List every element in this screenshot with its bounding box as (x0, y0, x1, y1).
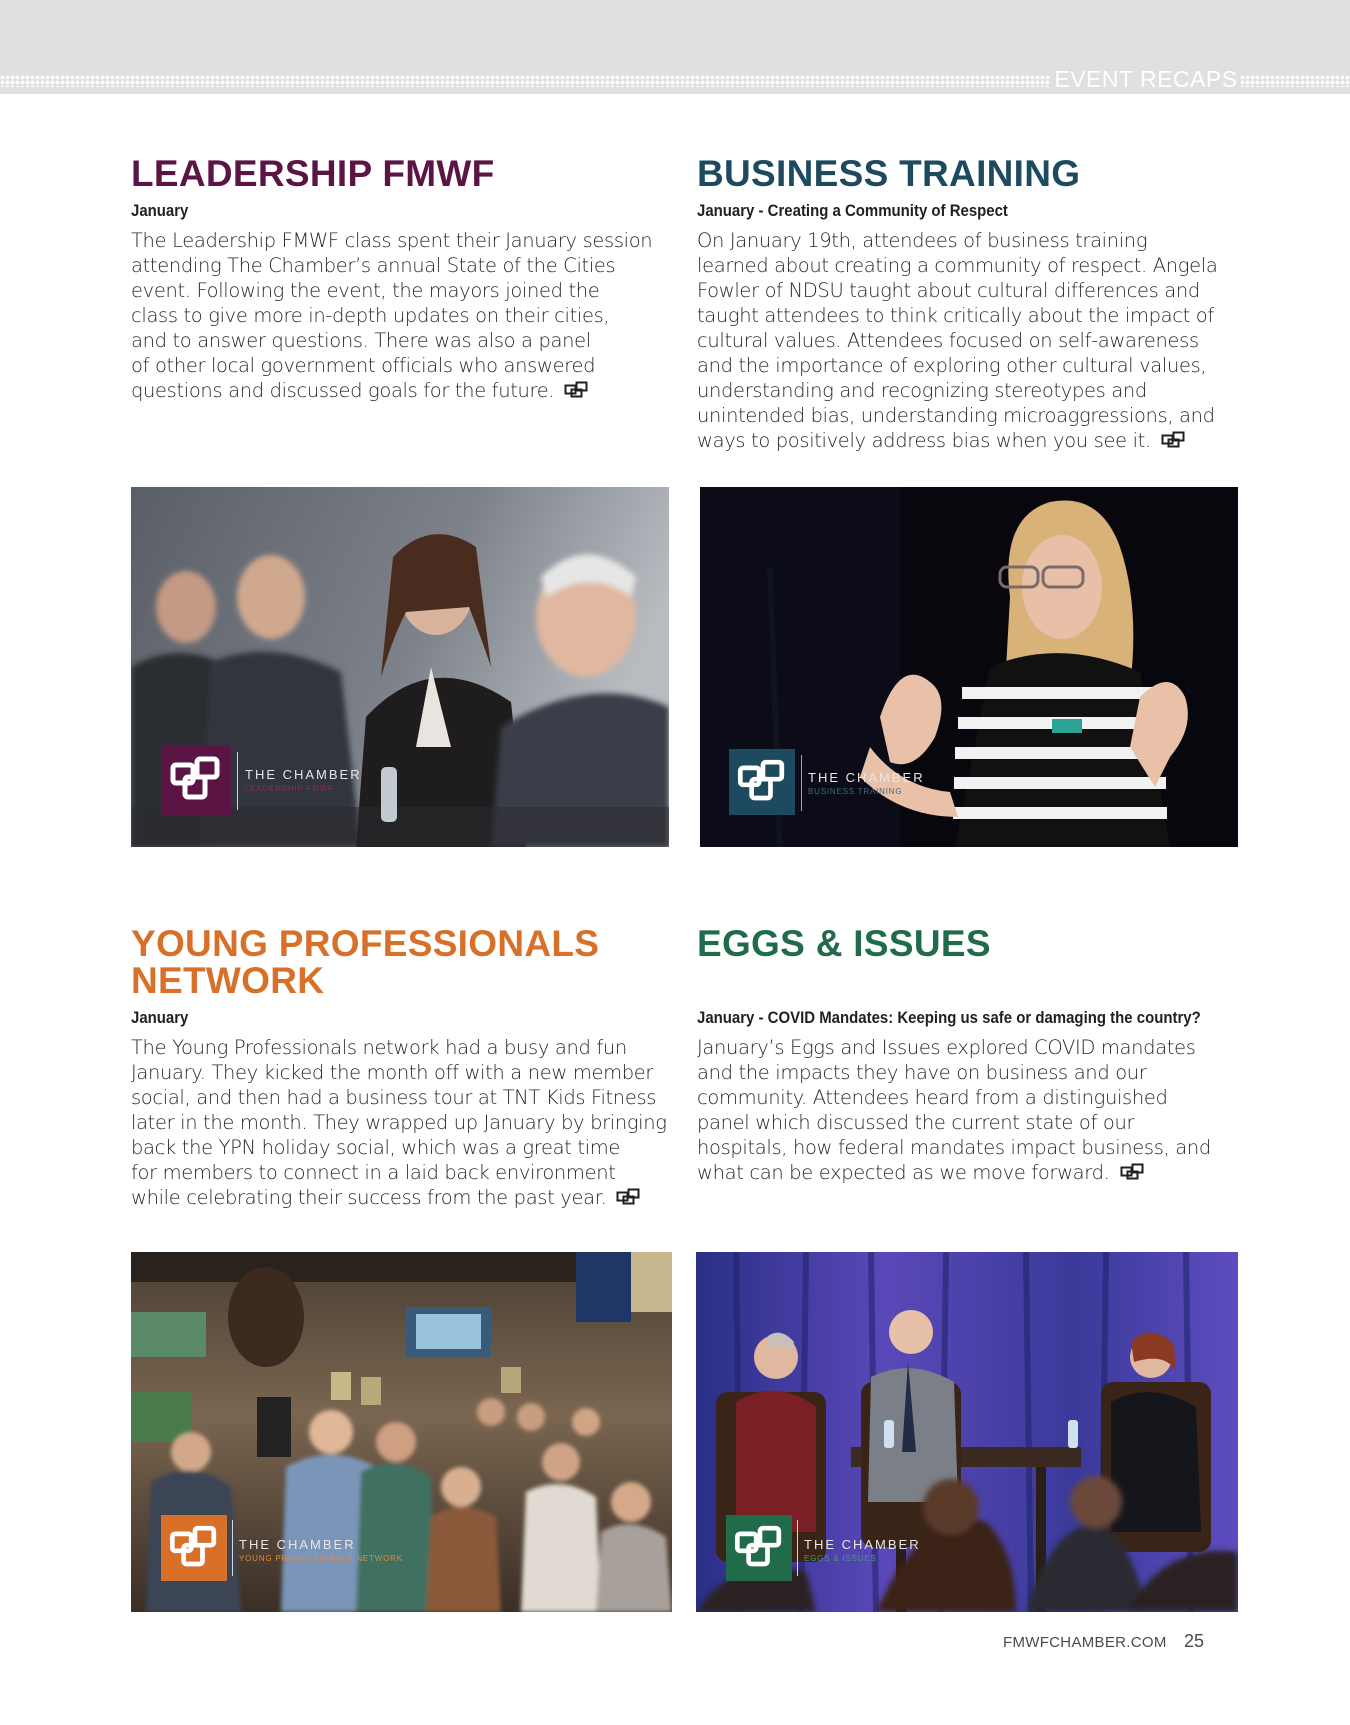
body-line: panel which discussed the current state of our (697, 1111, 1135, 1134)
body-line: learned about creating a community of respect. Angela (697, 254, 1218, 277)
body-line: January. They kicked the month off with a new member (131, 1061, 654, 1084)
article-young-professionals (131, 925, 691, 1210)
page-number: 25 (1184, 1631, 1205, 1651)
logo-text (808, 770, 925, 796)
body-line: hospitals, how federal mandates impact business, and (697, 1136, 1211, 1159)
chamber-end-mark-icon (616, 1188, 640, 1205)
dotted-rule (1240, 75, 1350, 87)
logo-name: THE CHAMBER (239, 1537, 356, 1552)
chamber-logo-icon (161, 745, 231, 815)
logo-text (804, 1537, 921, 1563)
logo-sub: BUSINESS TRAINING (808, 787, 903, 796)
chamber-logo-badge (161, 745, 231, 815)
chamber-logo-icon (161, 1515, 227, 1581)
logo-divider (801, 755, 802, 811)
article-leadership (131, 155, 671, 403)
body-line: community. Attendees heard from a distinguished (697, 1086, 1168, 1109)
article-subtitle: January (131, 201, 189, 220)
title-line: NETWORK (131, 960, 325, 1001)
body-line: what can be expected as we move forward. (697, 1161, 1110, 1184)
ypn-social-photo (131, 1252, 672, 1612)
chamber-logo-icon (729, 749, 795, 815)
title-line: YOUNG PROFESSIONALS (131, 923, 600, 964)
logo-divider (232, 1520, 233, 1576)
article-subtitle: January - COVID Mandates: Keeping us safe or damaging the country? (697, 1008, 1201, 1027)
chamber-logo-icon (726, 1515, 792, 1581)
article-subtitle: January - Creating a Community of Respect (697, 201, 1008, 220)
body-line: back the YPN holiday social, which was a great time (131, 1136, 621, 1159)
article-eggs-issues (697, 925, 1257, 1185)
body-line: cultural values. Attendees focused on self-awareness (697, 329, 1199, 352)
body-line: while celebrating their success from the past year. (131, 1186, 607, 1209)
body-line: taught attendees to think critically about the impact of (697, 304, 1214, 327)
body-line: unintended bias, understanding microaggressions, and (697, 404, 1215, 427)
logo-name: THE CHAMBER (808, 770, 925, 785)
article-body (131, 228, 671, 403)
body-line: attending The Chamber’s annual State of the Cities (131, 254, 616, 277)
body-line: January’s Eggs and Issues explored COVID mandates (697, 1036, 1196, 1059)
chamber-end-mark-icon (1161, 431, 1185, 448)
article-body (131, 1035, 691, 1210)
body-line: ways to positively address bias when you see it. (697, 429, 1151, 452)
chamber-end-mark-icon (564, 381, 588, 398)
logo-divider (237, 752, 238, 810)
body-line: event. Following the event, the mayors joined the (131, 279, 600, 302)
chamber-logo-badge (161, 1515, 227, 1581)
chamber-end-mark-icon (1120, 1163, 1144, 1180)
body-line: social, and then had a business tour at TNT Kids Fitness (131, 1086, 657, 1109)
body-line: Fowler of NDSU taught about cultural differences and (697, 279, 1200, 302)
logo-sub: YOUNG PROFESSIONALS NETWORK (239, 1554, 403, 1563)
body-line: and to answer questions. There was also a panel (131, 329, 591, 352)
article-title (131, 925, 691, 999)
article-subtitle: January (131, 1008, 189, 1027)
chamber-logo-badge (729, 749, 795, 815)
body-line: class to give more in-depth updates on their cities, (131, 304, 610, 327)
body-line: later in the month. They wrapped up January by bringing (131, 1111, 667, 1134)
body-line: and the importance of exploring other cultural values, (697, 354, 1207, 377)
logo-text (239, 1537, 403, 1563)
logo-divider (797, 1520, 798, 1576)
dotted-rule (0, 75, 1050, 87)
eggs-issues-panel-photo (696, 1252, 1238, 1612)
body-line: On January 19th, attendees of business training (697, 229, 1148, 252)
body-line: understanding and recognizing stereotypes and (697, 379, 1147, 402)
leadership-panel-photo (131, 487, 669, 847)
business-training-speaker-photo (700, 487, 1238, 847)
body-line: for members to connect in a laid back environment (131, 1161, 616, 1184)
body-line: questions and discussed goals for the future. (131, 379, 555, 402)
article-title: EGGS & ISSUES (697, 923, 991, 964)
logo-sub: EGGS & ISSUES (804, 1554, 877, 1563)
body-line: and the impacts they have on business and our (697, 1061, 1147, 1084)
logo-name: THE CHAMBER (804, 1537, 921, 1552)
body-line: of other local government officials who answered (131, 354, 596, 377)
article-title: BUSINESS TRAINING (697, 153, 1081, 194)
article-title: LEADERSHIP FMWF (131, 153, 495, 194)
section-label: EVENT RECAPS (1054, 66, 1238, 92)
logo-name: THE CHAMBER (245, 767, 362, 782)
logo-text (245, 767, 362, 793)
logo-sub: LEADERSHIP FMWF (245, 784, 334, 793)
article-body (697, 1035, 1257, 1185)
body-line: The Young Professionals network had a busy and fun (131, 1036, 627, 1059)
article-business-training (697, 155, 1257, 453)
chamber-logo-badge (726, 1515, 792, 1581)
footer-website[interactable]: FMWFCHAMBER.COM (1003, 1634, 1167, 1651)
body-line: The Leadership FMWF class spent their January session (131, 229, 653, 252)
article-body (697, 228, 1257, 453)
